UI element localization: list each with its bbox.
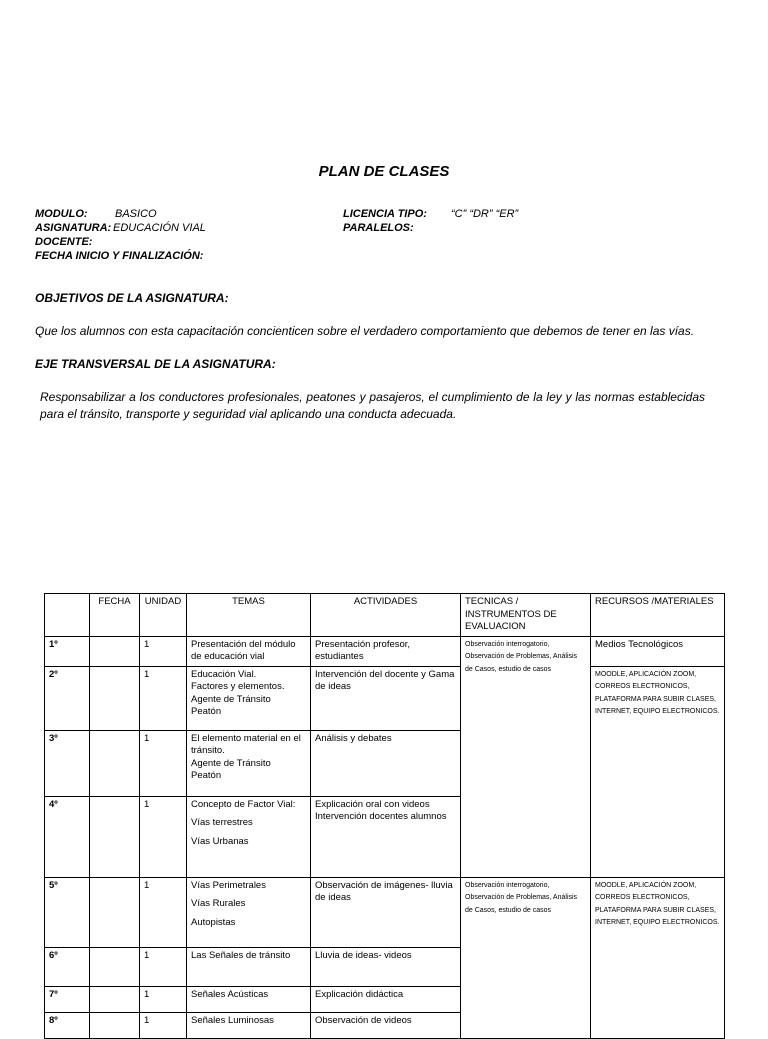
row-temas: [187, 877, 311, 947]
row-unidad: 1: [140, 730, 187, 796]
recursos-group-1: MOODLE, APLICACIÓN ZOOM, CORREOS ELECTRONICOS, PLATAFORMA PARA SUBIR CLASES, INTERNET, EQUIPO ELECTRONICOS.: [591, 666, 725, 877]
table-row: [45, 666, 725, 730]
header-fecha: FECHA: [90, 594, 140, 637]
row-temas: [187, 1012, 311, 1038]
asignatura-value: EDUCACIÓN VIAL: [113, 222, 206, 234]
eje-heading: EJE TRANSVERSAL DE LA ASIGNATURA:: [35, 357, 276, 371]
row-fecha: [90, 666, 140, 730]
tema-line: Las Señales de tránsito: [191, 949, 291, 961]
header-temas: TEMAS: [187, 594, 311, 637]
row-fecha: [90, 986, 140, 1012]
row-temas: [187, 796, 311, 877]
row-num: 3º: [45, 730, 90, 796]
row-unidad: 1: [140, 986, 187, 1012]
page-title: PLAN DE CLASES: [318, 163, 450, 180]
header-recursos: RECURSOS /MATERIALES: [591, 594, 725, 637]
modulo-label: MODULO:: [35, 208, 88, 220]
header-tecnicas: TECNICAS / INSTRUMENTOS DE EVALUACION: [461, 594, 591, 637]
row-actividades: Lluvia de ideas- videos: [311, 947, 461, 986]
table-row: [45, 636, 725, 666]
row-temas: [187, 947, 311, 986]
row-num: 5º: [45, 877, 90, 947]
row-num: 1º: [45, 636, 90, 666]
tema-line: Agente de Tránsito: [191, 693, 271, 705]
row-fecha: [90, 947, 140, 986]
tema-line: Concepto de Factor Vial:: [191, 798, 296, 810]
tema-line: Autopistas: [191, 916, 236, 928]
row-num: 6º: [45, 947, 90, 986]
tecnicas-group-1: Observación interrogatorio, Observación de Problemas, Análisis de Casos, estudio de casos: [461, 636, 591, 877]
table-row: [45, 877, 725, 947]
row-fecha: [90, 1012, 140, 1038]
header-num: [45, 594, 90, 637]
row-actividades: Intervención del docente y Gama de ideas: [311, 666, 461, 730]
tema-line: Señales Acústicas: [191, 988, 269, 1000]
row-temas: [187, 986, 311, 1012]
row-fecha: [90, 877, 140, 947]
docente-label: DOCENTE:: [35, 236, 93, 248]
row-unidad: 1: [140, 666, 187, 730]
tema-line: Peatón: [191, 770, 222, 781]
row-unidad: 1: [140, 1012, 187, 1038]
row-num: 2º: [45, 666, 90, 730]
licencia-label: LICENCIA TIPO:: [343, 208, 427, 220]
row-temas: [187, 636, 311, 666]
eje-text: Responsabilizar a los conductores profesionales, peatones y pasajeros, el cumplimiento de la ley y las normas establecidas para el tránsito, transporte y seguridad vial aplicando una conducta adecuada.: [40, 390, 705, 421]
row-actividades: Observación de videos: [311, 1012, 461, 1038]
asignatura-label: ASIGNATURA:: [35, 222, 112, 234]
modulo-value: BASICO: [115, 208, 157, 220]
row-num: 7º: [45, 986, 90, 1012]
objetivos-text: Que los alumnos con esta capacitación concienticen sobre el verdadero comportamiento que debemos de tener en las vías.: [35, 324, 695, 338]
row-actividades: Análisis y debates: [311, 730, 461, 796]
plan-table: [44, 593, 725, 1039]
tema-line: Vías Urbanas: [191, 835, 249, 847]
tema-line: El elemento material en el tránsito.: [191, 732, 301, 756]
tema-line: Señales Luminosas: [191, 1014, 274, 1026]
recursos-row-1: Medios Tecnológicos: [591, 636, 725, 666]
row-unidad: 1: [140, 947, 187, 986]
row-fecha: [90, 636, 140, 666]
table-header-row: [45, 594, 725, 637]
row-fecha: [90, 730, 140, 796]
tema-line: Peatón: [191, 706, 222, 717]
tema-line: Vías Perimetrales: [191, 879, 266, 891]
row-temas: [187, 730, 311, 796]
tema-line: Vías Rurales: [191, 898, 246, 909]
paralelos-label: PARALELOS:: [343, 222, 414, 234]
licencia-value: “C” “DR” “ER”: [451, 208, 519, 220]
row-num: 4º: [45, 796, 90, 877]
row-unidad: 1: [140, 636, 187, 666]
tema-line: Agente de Tránsito: [191, 757, 271, 769]
tecnicas-group-2: Observación interrogatorio, Observación de Problemas, Análisis de Casos, estudio de casos: [461, 877, 591, 1038]
tema-line: Factores y elementos.: [191, 681, 285, 692]
meta-right: [343, 207, 518, 235]
objetivos-heading: OBJETIVOS DE LA ASIGNATURA:: [35, 291, 229, 305]
row-actividades: Observación de imágenes- lluvia de ideas: [311, 877, 461, 947]
tema-line: Educación Vial.: [191, 668, 257, 680]
meta-left: [35, 207, 206, 263]
row-actividades: Explicación didáctica: [311, 986, 461, 1012]
row-unidad: 1: [140, 877, 187, 947]
row-actividades: Explicación oral con videos Intervención docentes alumnos: [311, 796, 461, 877]
row-unidad: 1: [140, 796, 187, 877]
recursos-group-2: MOODLE, APLICACIÓN ZOOM, CORREOS ELECTRONICOS, PLATAFORMA PARA SUBIR CLASES, INTERNET, EQUIPO ELECTRONICOS.: [591, 877, 725, 1038]
tema-line: Vías terrestres: [191, 817, 253, 828]
fecha-label: FECHA INICIO Y FINALIZACIÓN:: [35, 250, 204, 262]
row-fecha: [90, 796, 140, 877]
tema-line: Presentación del módulo de educación vial: [191, 638, 296, 662]
row-actividades: Presentación profesor, estudiantes: [311, 636, 461, 666]
header-unidad: UNIDAD: [140, 594, 187, 637]
row-temas: [187, 666, 311, 730]
header-actividades: ACTIVIDADES: [311, 594, 461, 637]
row-num: 8º: [45, 1012, 90, 1038]
